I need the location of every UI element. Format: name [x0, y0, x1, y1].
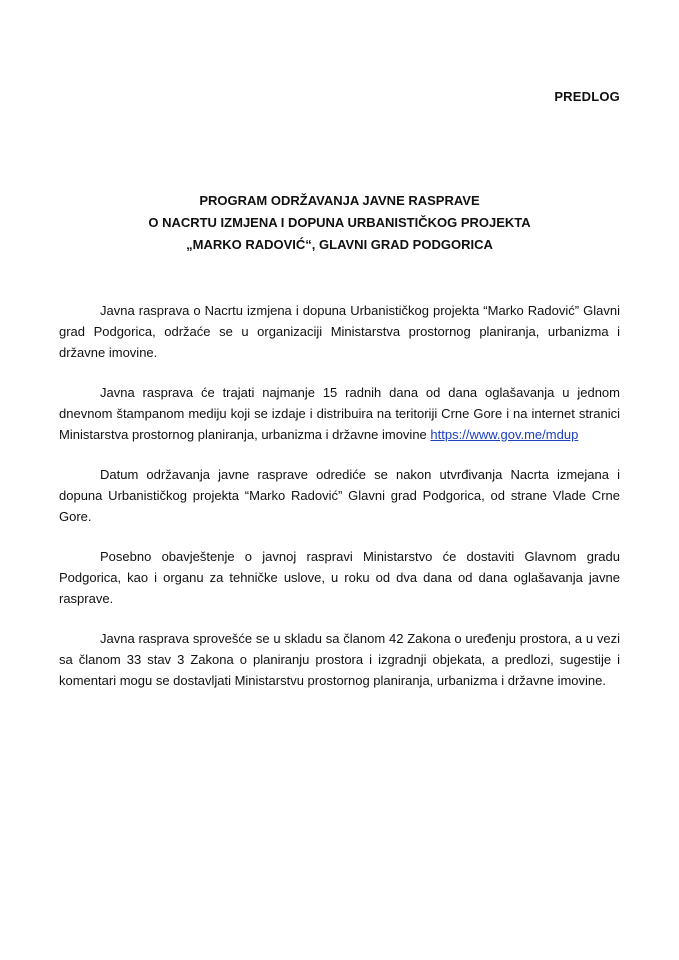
paragraph-3: Datum održavanja javne rasprave odrediće se nakon utvrđivanja Nacrta izmejana i dopuna Urbanističkog projekta “Marko Radović” Glavni grad Podgorica, od strane Vlade Crne Gore. [59, 467, 620, 524]
document-title [0, 190, 679, 256]
paragraph-2-text: Javna rasprava će trajati najmanje 15 radnih dana od dana oglašavanja u jednom dnevnom štampanom mediju koji se izdaje i distribuira na teritoriji Crne Gore i na internet stranici Ministarstva prostornog planiranja, urbanizma i državne imovine [59, 385, 620, 442]
ministry-website-link[interactable]: https://www.gov.me/mdup [430, 427, 579, 442]
document-body [59, 300, 620, 710]
title-line-2: O NACRTU IZMJENA I DOPUNA URBANISTIČKOG PROJEKTA [148, 215, 531, 230]
paragraph-1: Javna rasprava o Nacrtu izmjena i dopuna Urbanističkog projekta “Marko Radović” Glavni grad Podgorica, održaće se u organizaciji Ministarstva prostornog planiranja, urbanizma i državne imovine. [59, 303, 620, 360]
paragraph-2 [59, 382, 620, 445]
title-line-1: PROGRAM ODRŽAVANJA JAVNE RASPRAVE [199, 193, 480, 208]
paragraph-4: Posebno obavještenje o javnoj raspravi Ministarstvo će dostaviti Glavnom gradu Podgorica, kao i organu za tehničke uslove, u roku od dva dana od dana oglašavanja javne rasprave. [59, 549, 620, 606]
title-line-3: „MARKO RADOVIĆ“, GLAVNI GRAD PODGORICA [186, 237, 493, 252]
proposal-label: PREDLOG [554, 89, 620, 104]
paragraph-5: Javna rasprava sprovešće se u skladu sa članom 42 Zakona o uređenju prostora, a u vezi sa članom 33 stav 3 Zakona o planiranju prostora i izgradnji objekata, a predlozi, sugestije i komentari mogu se dostavljati Ministarstvu prostornog planiranja, urbanizma i državne imovine. [59, 631, 620, 688]
